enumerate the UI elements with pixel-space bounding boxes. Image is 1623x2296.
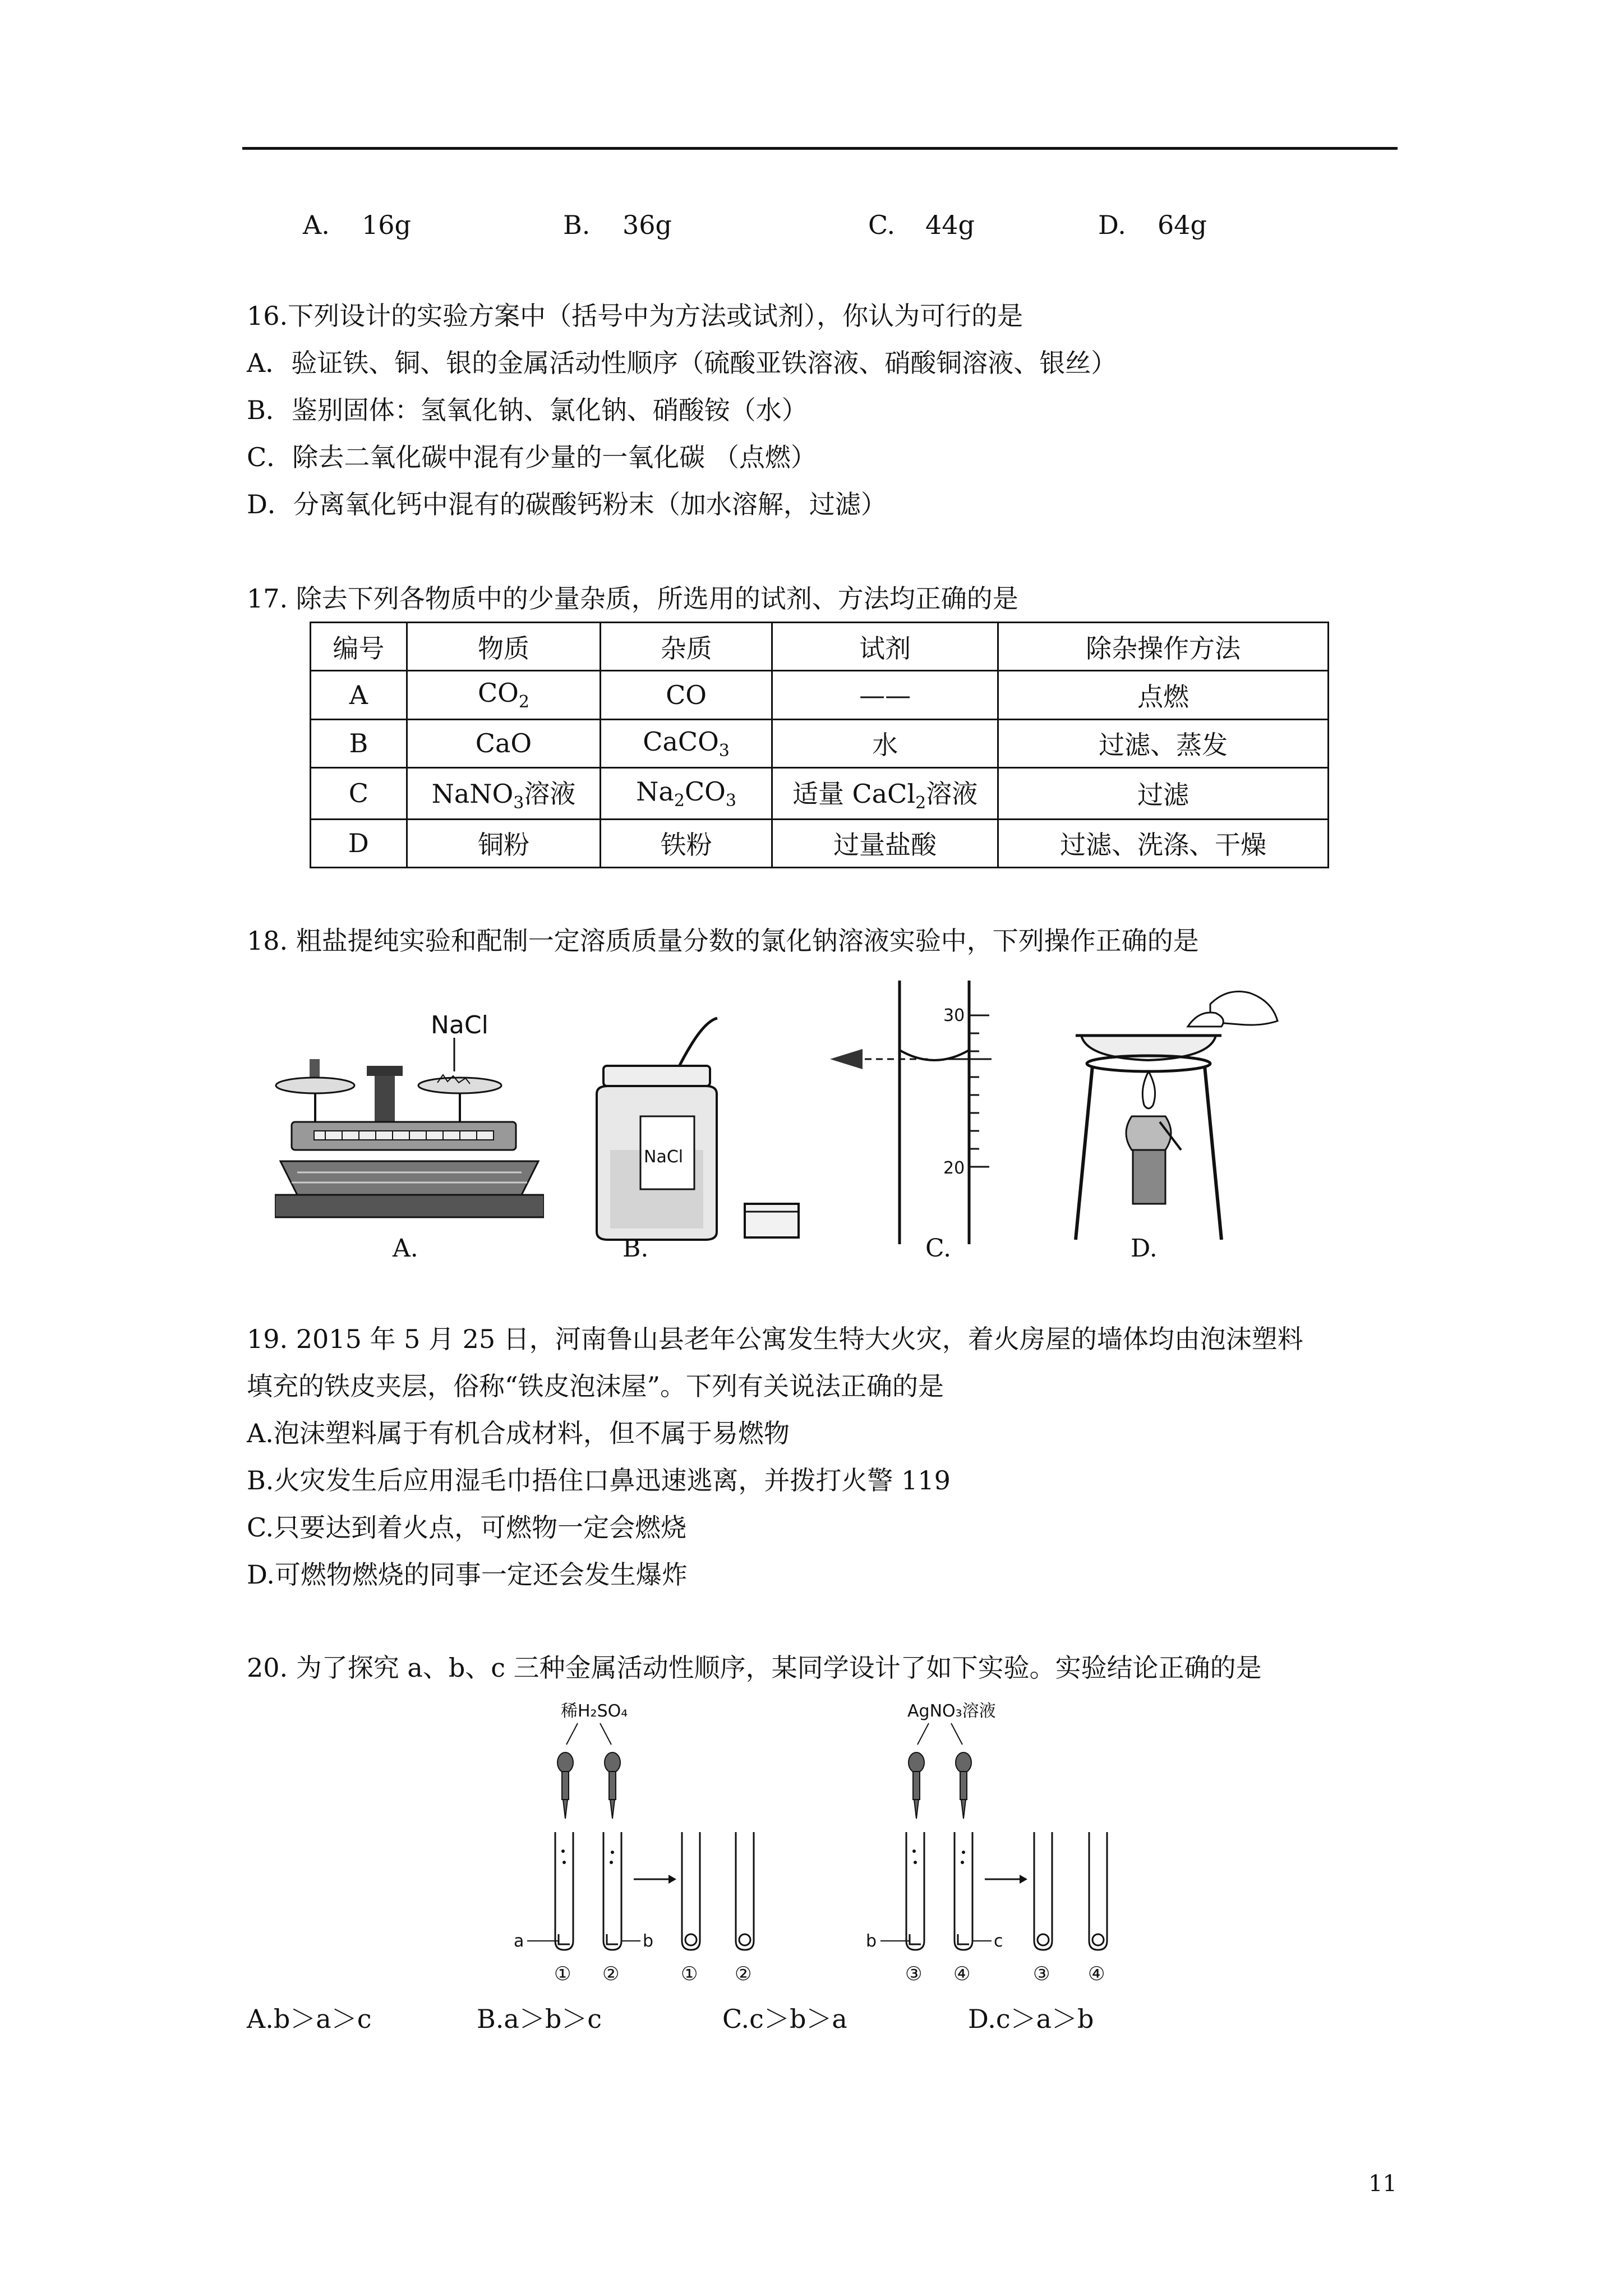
header-id: 编号	[311, 623, 407, 671]
q15-option-c-key: C.	[868, 210, 896, 240]
row-a-method: 点燃	[998, 671, 1329, 719]
row-c-method: 过滤	[998, 768, 1329, 820]
q20-option-c: C.c＞b＞a	[722, 2004, 847, 2034]
q15-option-b-text: 36g	[623, 210, 672, 240]
tube-2b-label: ②	[735, 1963, 752, 1985]
reagent-right-label: AgNO₃溶液	[907, 1701, 996, 1721]
metal-activity-figure	[494, 1694, 1144, 1997]
q15-option-a-key: A.	[303, 210, 330, 240]
row-a-impurity: CO	[601, 671, 772, 719]
row-b-id: B	[311, 719, 407, 767]
metal-b-label-2: b	[866, 1931, 877, 1951]
metal-c-label: c	[994, 1931, 1003, 1951]
reagent-left-label: 稀H₂SO₄	[561, 1701, 628, 1721]
row-a-reagent: ——	[772, 671, 998, 719]
row-d-id: D	[311, 819, 407, 867]
reagent-jar-figure	[585, 1010, 804, 1245]
tube-3-label: ③	[905, 1963, 923, 1985]
q18-label-b: B.	[623, 1234, 649, 1263]
row-b-impurity: CaCO$_3$	[601, 719, 772, 767]
row-a-id: A	[311, 671, 407, 719]
q15-option-c-text: 44g	[925, 210, 975, 240]
q16-stem: 16.下列设计的实验方案中（括号中为方法或试剂），你认为可行的是	[247, 301, 1023, 331]
table-row	[311, 768, 1329, 820]
dropper-icon	[557, 1752, 573, 1819]
q20-option-a: A.b＞a＞c	[247, 2004, 372, 2034]
dropper-icon	[909, 1752, 924, 1819]
q20-stem: 20. 为了探究 a、b、c 三种金属活动性顺序，某同学设计了如下实验。实验结论正确的是	[247, 1653, 1262, 1683]
scale-20-label: 20	[943, 1158, 965, 1178]
row-b-method: 过滤、蒸发	[998, 719, 1329, 767]
balance-figure	[275, 1004, 544, 1251]
row-b-reagent: 水	[772, 719, 998, 767]
q17-stem: 17. 除去下列各物质中的少量杂质，所选用的试剂、方法均正确的是	[247, 583, 1018, 614]
q19-option-b: B.火灾发生后应用湿毛巾捂住口鼻迅速逃离，并拨打火警 119	[247, 1465, 951, 1496]
q16-option-d: D．分离氧化钙中混有的碳酸钙粉末（加水溶解，过滤）	[247, 489, 887, 519]
q15-option-d-key: D.	[1098, 210, 1126, 240]
row-c-substance: NaNO$_3$溶液	[407, 768, 601, 820]
row-c-impurity: $Na_2CO_3$	[601, 768, 772, 820]
table-header-row	[311, 623, 1329, 671]
q18-label-c: C.	[925, 1234, 952, 1263]
table-row	[311, 719, 1329, 767]
evaporation-figure	[1070, 982, 1283, 1245]
tube-1b-label: ①	[681, 1963, 698, 1985]
q15-option-b-key: B.	[563, 210, 591, 240]
tube-3b-label: ③	[1033, 1963, 1050, 1985]
row-d-impurity: 铁粉	[601, 819, 772, 867]
header-substance: 物质	[407, 623, 601, 671]
nacl-label-a: NaCl	[431, 1011, 488, 1039]
q20-option-b: B.a＞b＞c	[477, 2004, 602, 2034]
tube-1-label: ①	[554, 1963, 571, 1985]
q19-option-d: D.可燃物燃烧的同事一定还会发生爆炸	[247, 1559, 688, 1590]
scale-30-label: 30	[943, 1006, 965, 1025]
dropper-icon	[605, 1752, 620, 1819]
q19-stem-line1: 19. 2015 年 5 月 25 日，河南鲁山县老年公寓发生特大火灾，着火房屋的墙体均由泡沫塑料	[247, 1324, 1303, 1354]
row-d-method: 过滤、洗涤、干燥	[998, 819, 1329, 867]
row-d-reagent: 过量盐酸	[772, 819, 998, 867]
q15-option-a-text: 16g	[362, 210, 411, 240]
q19-option-c: C.只要达到着火点，可燃物一定会燃烧	[247, 1512, 687, 1543]
tube-4b-label: ④	[1088, 1963, 1105, 1985]
metal-b-label-1: b	[643, 1931, 654, 1951]
q19-option-a: A.泡沫塑料属于有机合成材料，但不属于易燃物	[247, 1418, 790, 1448]
q19-stem-line2: 填充的铁皮夹层，俗称“铁皮泡沫屋”。下列有关说法正确的是	[247, 1371, 944, 1401]
metal-a-label: a	[514, 1931, 524, 1951]
row-c-reagent: 适量 CaCl$_2$溶液	[772, 768, 998, 820]
header-reagent: 试剂	[772, 623, 998, 671]
row-b-substance: CaO	[407, 719, 601, 767]
header-impurity: 杂质	[601, 623, 772, 671]
header-rule	[242, 147, 1398, 150]
row-c-id: C	[311, 768, 407, 820]
header-method: 除杂操作方法	[998, 623, 1329, 671]
q16-option-b: B．鉴别固体：氢氧化钠、氯化钠、硝酸铵（水）	[247, 395, 808, 425]
q16-option-c: C．除去二氧化碳中混有少量的一氧化碳 （点燃）	[247, 442, 817, 472]
q18-stem: 18. 粗盐提纯实验和配制一定溶质质量分数的氯化钠溶液实验中，下列操作正确的是	[247, 926, 1199, 956]
q16-option-a: A．验证铁、铜、银的金属活动性顺序（硫酸亚铁溶液、硝酸铜溶液、银丝）	[247, 348, 1117, 378]
q17-table	[310, 622, 1329, 868]
q18-label-d: D.	[1131, 1234, 1158, 1263]
graduated-cylinder-figure	[823, 981, 1003, 1255]
tube-4-label: ④	[953, 1963, 971, 1985]
q15-option-d-text: 64g	[1158, 210, 1207, 240]
nacl-label-b: NaCl	[644, 1147, 684, 1167]
tube-2-label: ②	[602, 1963, 620, 1985]
q18-label-a: A.	[393, 1234, 418, 1263]
row-d-substance: 铜粉	[407, 819, 601, 867]
page-number: 11	[1368, 2171, 1397, 2197]
q20-option-d: D.c＞a＞b	[968, 2004, 1094, 2034]
table-row	[311, 819, 1329, 867]
dropper-icon	[956, 1752, 971, 1819]
table-row	[311, 671, 1329, 719]
row-a-substance: $CO_2$	[407, 671, 601, 719]
